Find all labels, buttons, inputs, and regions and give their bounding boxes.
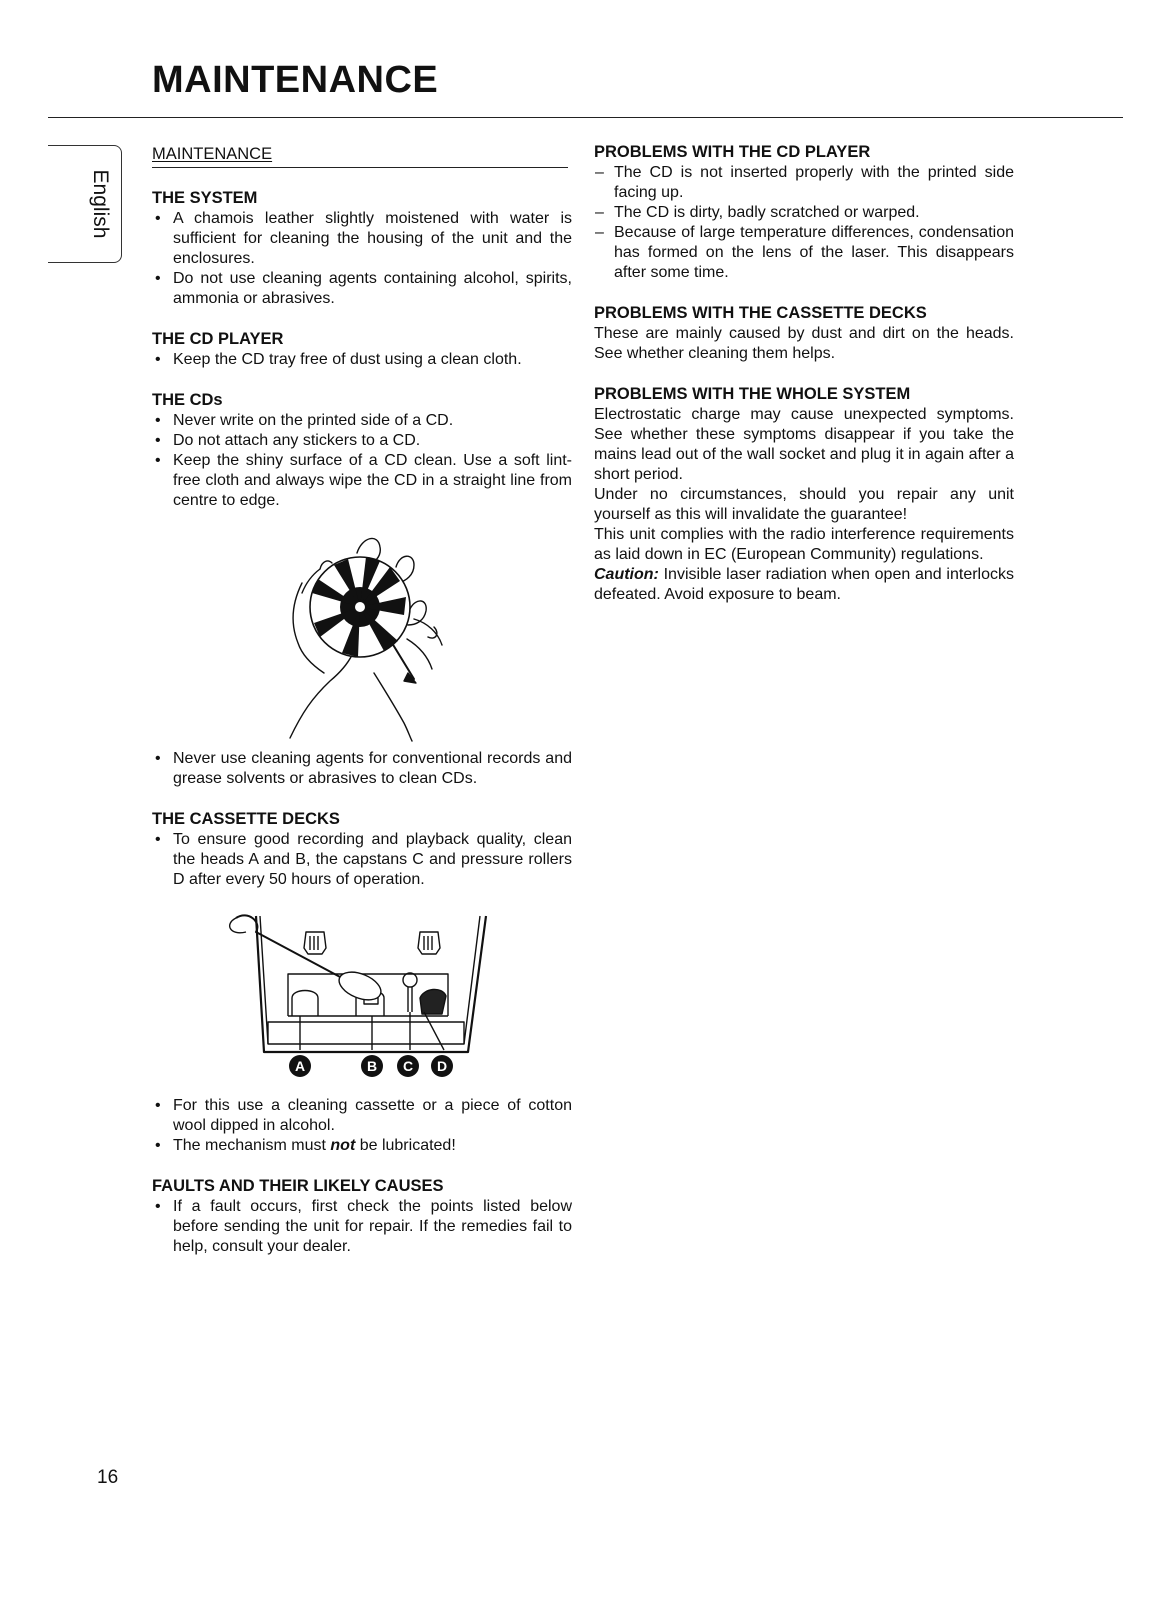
lubricate-emphasis: not (330, 1137, 356, 1154)
system-problems-section (594, 384, 1014, 485)
list-item: – Because of large temperature differences, condensation has formed on the lens of the laser. This disappears after some time. (594, 223, 1014, 283)
list-item: • Never write on the printed side of a CD. (152, 411, 572, 431)
list-item: • A chamois leather slightly moistened with water is sufficient for cleaning the housing of the unit and the enclosures. (152, 209, 572, 269)
cassette-problems-text: These are mainly caused by dust and dirt on the heads. See whether cleaning them helps. (594, 325, 1014, 362)
cd-problems-list (594, 163, 1014, 283)
list-item: • Keep the CD tray free of dust using a clean cloth. (152, 350, 572, 370)
cassette-decks-title: THE CASSETTE DECKS (152, 810, 340, 828)
list-item: • If a fault occurs, first check the points listed below before sending the unit for repair. If the remedies fail to help, consult your dealer. (152, 1197, 572, 1257)
repair-note: Under no circumstances, should you repair any unit yourself as this will invalidate the guarantee! (594, 486, 1014, 523)
faults-section (152, 1176, 572, 1257)
cassette-problems-section (594, 303, 1014, 364)
list-item: • Keep the shiny surface of a CD clean. Use a soft lint-free cloth and always wipe the CD in a straight line from centre to edge. (152, 451, 572, 511)
cd-problems-section (594, 142, 1014, 283)
list-item: • For this use a cleaning cassette or a piece of cotton wool dipped in alcohol. (152, 1096, 572, 1136)
list-item: • To ensure good recording and playback quality, clean the heads A and B, the capstans C and pressure rollers D after every 50 hours of operation. (152, 830, 572, 890)
caution-note (594, 565, 1014, 605)
cassette-decks-list (152, 830, 572, 890)
system-list (152, 209, 572, 309)
system-problems-text: Electrostatic charge may cause unexpected symptoms. See whether these symptoms disappear if you take the mains lead out of the wall socket and plug it in again after a short period. (594, 406, 1014, 483)
list-item: • Never use cleaning agents for conventional records and grease solvents or abrasives to clean CDs. (152, 749, 572, 789)
list-item: – The CD is dirty, badly scratched or warped. (594, 203, 1014, 223)
cd-cleaning-illustration (152, 523, 572, 743)
lubricate-prefix: The mechanism must (173, 1137, 331, 1154)
cd-player-title: THE CD PLAYER (152, 330, 284, 348)
label-d: D (436, 1058, 448, 1074)
faults-list (152, 1197, 572, 1257)
title-rule (48, 117, 1123, 118)
label-b: B (366, 1058, 378, 1074)
lubricate-suffix: be lubricated! (355, 1137, 456, 1154)
left-column (152, 144, 572, 1257)
list-item: • Do not use cleaning agents containing alcohol, spirits, ammonia or abrasives. (152, 269, 572, 309)
language-tab-label: English (89, 169, 112, 239)
column-header-text: MAINTENANCE (152, 145, 273, 163)
label-c: C (402, 1058, 414, 1074)
right-column (594, 142, 1014, 605)
page-number: 16 (97, 1467, 119, 1488)
cassette-decks-section (152, 809, 572, 1156)
cds-list (152, 411, 572, 511)
cds-list-after-figure (152, 749, 572, 789)
list-item (152, 1136, 572, 1156)
compliance-note: This unit complies with the radio interference requirements as laid down in EC (European Community) regulations. (594, 526, 1014, 563)
cassette-problems-title: PROBLEMS WITH THE CASSETTE DECKS (594, 304, 927, 322)
system-section (152, 188, 572, 309)
cassette-decks-list-after-figure (152, 1096, 572, 1156)
caution-text: Invisible laser radiation when open and interlocks defeated. Avoid exposure to beam. (594, 566, 1014, 603)
caution-label: Caution: (594, 566, 659, 583)
list-item: – The CD is not inserted properly with the printed side facing up. (594, 163, 1014, 203)
cds-title: THE CDs (152, 391, 223, 409)
list-item: • Do not attach any stickers to a CD. (152, 431, 572, 451)
system-title: THE SYSTEM (152, 189, 258, 207)
language-tab (48, 145, 122, 263)
page-title: MAINTENANCE (152, 59, 439, 101)
column-header (152, 144, 568, 168)
cd-player-list (152, 350, 572, 370)
cd-player-section (152, 329, 572, 370)
cassette-deck-illustration (152, 902, 572, 1092)
cds-section (152, 390, 572, 789)
system-problems-title: PROBLEMS WITH THE WHOLE SYSTEM (594, 385, 911, 403)
faults-title: FAULTS AND THEIR LIKELY CAUSES (152, 1177, 444, 1195)
label-a: A (294, 1058, 306, 1074)
cd-problems-title: PROBLEMS WITH THE CD PLAYER (594, 143, 871, 161)
